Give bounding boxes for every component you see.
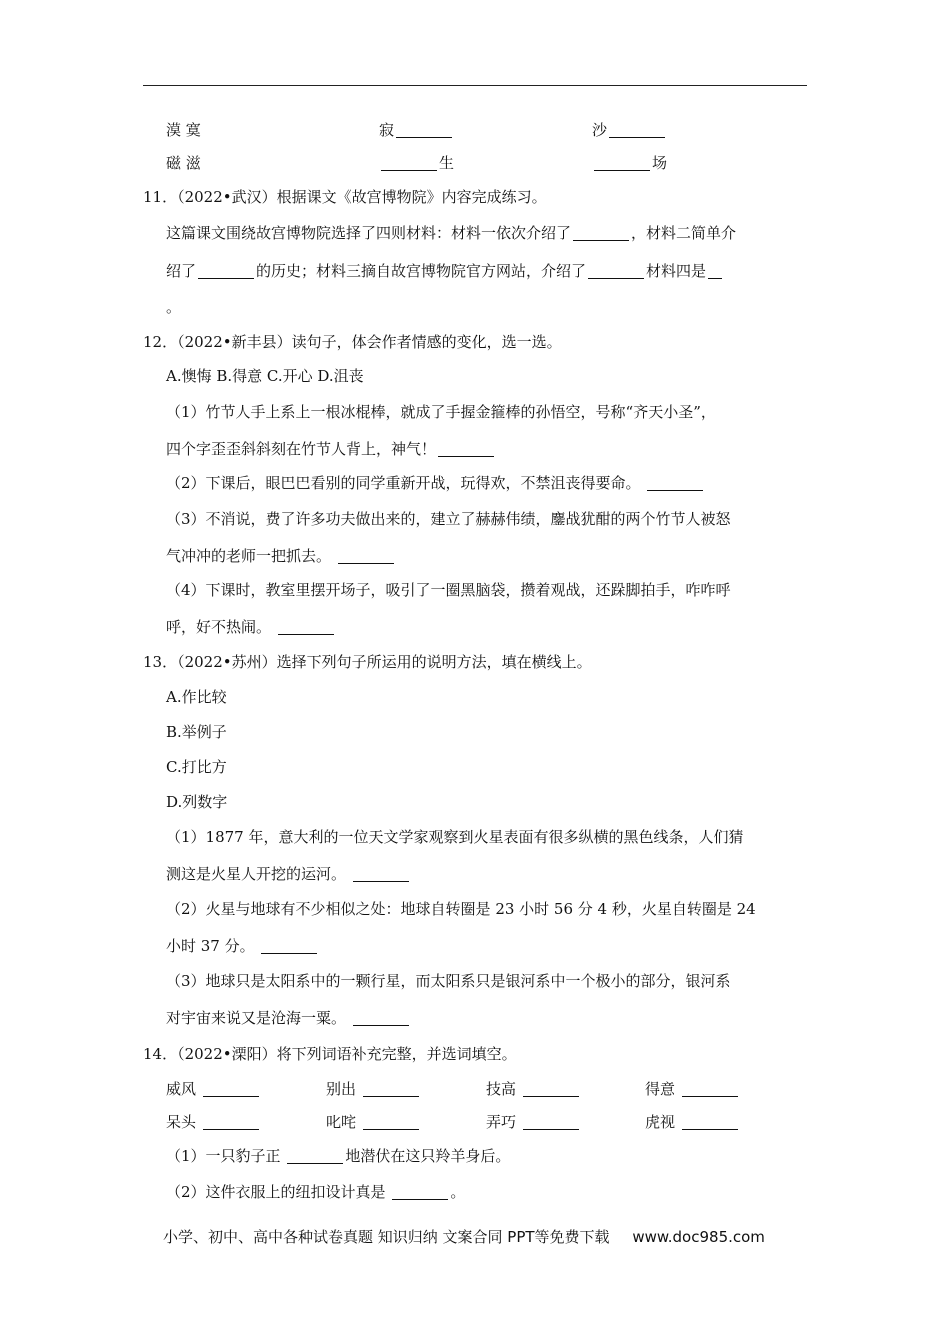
word-item: 沙 [592, 119, 667, 140]
answer-blank[interactable] [353, 1010, 409, 1026]
answer-blank[interactable] [438, 441, 494, 457]
question-11-header: 11．（2022•武汉）根据课文《故宫博物院》内容完成练习。 [143, 188, 547, 206]
q12-options: A.懊悔 B.得意 C.开心 D.沮丧 [166, 367, 364, 385]
q13-sentence: 测这是火星人开挖的运河。 [166, 863, 411, 884]
q11-line: 。 [166, 298, 182, 316]
footer-url[interactable]: www.doc985.com [632, 1228, 765, 1246]
q12-sentence: （4）下课时，教室里摆开场子，吸引了一圈黑脑袋，攒着观战，还跺脚拍手，咋咋呼 [166, 581, 731, 599]
answer-blank[interactable] [682, 1114, 738, 1130]
q12-sentence: （1）竹节人手上系上一根冰棍棒，就成了手握金箍棒的孙悟空，号称“齐天小圣”， [166, 403, 716, 421]
q12-sentence: 气冲冲的老师一把抓去。 [166, 545, 396, 566]
q13-sentence: （1）1877 年，意大利的一位天文学家观察到火星表面有很多纵横的黑色线条，人们猜 [166, 828, 744, 846]
word-pair: 磁 滋 [166, 154, 201, 172]
answer-blank[interactable] [203, 1114, 259, 1130]
answer-blank[interactable] [523, 1081, 579, 1097]
answer-blank[interactable] [363, 1114, 419, 1130]
q13-option: A.作比较 [166, 688, 227, 706]
answer-blank[interactable] [523, 1114, 579, 1130]
answer-blank[interactable] [363, 1081, 419, 1097]
q13-sentence: 对宇宙来说又是沧海一粟。 [166, 1007, 411, 1028]
word-item: 威风 [166, 1078, 261, 1099]
answer-blank[interactable] [338, 548, 394, 564]
answer-blank[interactable] [609, 122, 665, 138]
q12-sentence: 呼，好不热闹。 [166, 616, 336, 637]
word-item: 弄巧 [486, 1111, 581, 1132]
answer-blank[interactable] [594, 155, 650, 171]
answer-blank[interactable] [203, 1081, 259, 1097]
word-item: 呆头 [166, 1111, 261, 1132]
footer [163, 1226, 765, 1247]
answer-blank[interactable] [261, 938, 317, 954]
q13-option: B.举例子 [166, 723, 227, 741]
answer-blank[interactable] [278, 619, 334, 635]
word-item: 场 [592, 152, 667, 173]
answer-blank[interactable] [682, 1081, 738, 1097]
word-pair: 漠 寞 [166, 121, 201, 139]
word-item: 虎视 [645, 1111, 740, 1132]
q14-sentence: （1）一只豹子正 地潜伏在这只羚羊身后。 [166, 1147, 511, 1165]
answer-blank[interactable] [708, 263, 722, 279]
word-item: 技高 [486, 1078, 581, 1099]
q13-sentence: 小时 37 分。 [166, 935, 319, 956]
answer-blank[interactable] [588, 263, 644, 279]
answer-blank[interactable] [381, 155, 437, 171]
q13-sentence: （3）地球只是太阳系中的一颗行星，而太阳系只是银河系中一个极小的部分，银河系 [166, 972, 731, 990]
answer-blank[interactable] [647, 475, 703, 491]
q13-option: C.打比方 [166, 758, 227, 776]
word-item: 得意 [645, 1078, 740, 1099]
answer-blank[interactable] [573, 225, 629, 241]
footer-text: 小学、初中、高中各种试卷真题 知识归纳 文案合同 PPT等免费下载 [163, 1228, 610, 1246]
question-14-header: 14．（2022•溧阳）将下列词语补充完整，并选词填空。 [143, 1045, 517, 1063]
q12-sentence: （2）下课后，眼巴巴看别的同学重新开战，玩得欢，不禁沮丧得要命。 [166, 472, 705, 493]
question-12-header: 12．（2022•新丰县）读句子，体会作者情感的变化，选一选。 [143, 333, 562, 351]
q11-line: 这篇课文围绕故宫博物院选择了四则材料：材料一依次介绍了 ，材料二简单介 [166, 224, 737, 242]
word-item: 别出 [326, 1078, 421, 1099]
q11-line: 绍了 的历史；材料三摘自故宫博物院官方网站，介绍了 材料四是 [166, 260, 724, 281]
word-item: 寂 [379, 119, 454, 140]
answer-blank[interactable] [392, 1184, 448, 1200]
q12-sentence: （3）不消说，费了许多功夫做出来的，建立了赫赫伟绩，鏖战犹酣的两个竹节人被怒 [166, 510, 731, 528]
word-item: 生 [379, 152, 454, 173]
q13-sentence: （2）火星与地球有不少相似之处：地球自转圈是 23 小时 56 分 4 秒，火星自转圈是 24 [166, 900, 756, 918]
answer-blank[interactable] [396, 122, 452, 138]
header-rule [143, 85, 807, 86]
answer-blank[interactable] [353, 866, 409, 882]
question-13-header: 13．（2022•苏州）选择下列句子所运用的说明方法，填在横线上。 [143, 653, 592, 671]
q12-sentence: 四个字歪歪斜斜刻在竹节人背上，神气！ [166, 438, 496, 459]
q14-sentence: （2）这件衣服上的纽扣设计真是 。 [166, 1183, 466, 1201]
answer-blank[interactable] [287, 1148, 343, 1164]
q13-option: D.列数字 [166, 793, 228, 811]
answer-blank[interactable] [198, 263, 254, 279]
word-item: 叱咤 [326, 1111, 421, 1132]
